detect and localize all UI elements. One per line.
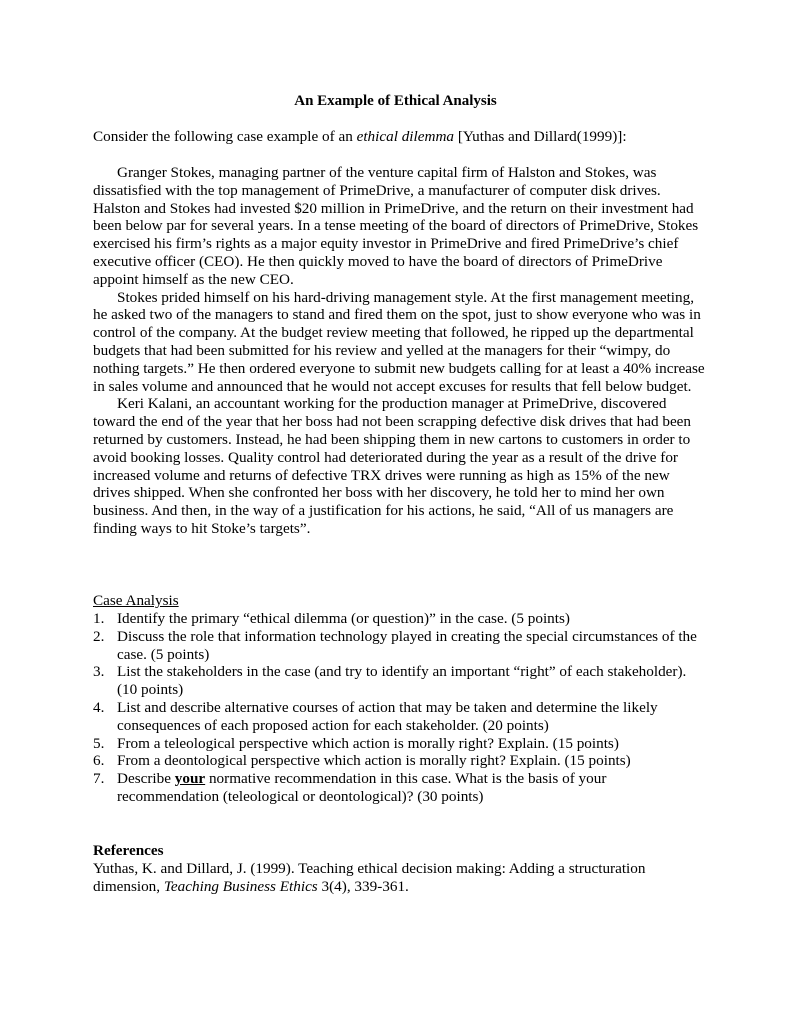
reference-journal: Teaching Business Ethics xyxy=(163,877,318,895)
item-text-end: normative recommendation in this case. What is the basis of your recommendation (teleological or deontological)? (30 points) xyxy=(117,770,607,805)
case-paragraph: Stokes prided himself on his hard-driving management style. At the first management meeting, he asked two of the managers to stand and fired them on the spot, just to show everyone who was in control of the company. At the budget review meeting that followed, he ripped up the departmental budgets that had been submitted for his review and yelled at the managers for their “wimpy, do nothing targets.” He then ordered everyone to submit new budgets calling for at least a 40% increase in sales volume and announced that he would not accept excuses for results that fell below budget. xyxy=(93,288,705,395)
reference-text-start: Yuthas, K. and Dillard, J. (1999). Teaching ethical decision making: Adding a structuration dimension, xyxy=(93,860,646,895)
list-item xyxy=(93,663,705,699)
item-text: List the stakeholders in the case (and try to identify an important “right” of each stakeholder). (10 points) xyxy=(117,663,687,699)
intro-text-end: [Yuthas and Dillard(1999)]: xyxy=(454,128,627,145)
references-heading: References xyxy=(93,842,164,859)
item-text-start: Describe xyxy=(117,770,175,788)
reference-text-end: 3(4), 339-361. xyxy=(317,877,409,895)
list-item xyxy=(93,735,705,753)
case-example xyxy=(93,164,705,538)
case-analysis-list xyxy=(93,610,705,806)
reference-entry xyxy=(93,860,705,896)
intro-text-start: Consider the following case example of an xyxy=(93,128,357,145)
case-paragraph: Keri Kalani, an accountant working for the production manager at PrimeDrive, discovered toward the end of the year that her boss had not been scrapping defective disk drives that had been returned by customers. Instead, he had been shipping them in new cartons to customers in order to avoid booking losses. Quality control had deteriorated during the year as a result of the drive for increased volume and returns of defective TRX drives were running as high as 15% of the new drives shipped. When she confronted her boss with her discovery, he told her to mind her own business. And then, in the way of a justification for his actions, he said, “All of us managers are finding ways to hit Stoke’s targets”. xyxy=(93,395,692,537)
item-number: 4. xyxy=(93,698,105,716)
item-text: From a teleological perspective which action is morally right? Explain. (15 points) xyxy=(117,734,619,752)
item-number: 3. xyxy=(93,663,105,681)
case-analysis-heading: Case Analysis xyxy=(93,592,179,609)
intro-emphasis: ethical dilemma xyxy=(356,128,455,145)
list-item xyxy=(93,628,705,664)
item-text: Discuss the role that information technology played in creating the special circumstances of the case. (5 points) xyxy=(117,627,697,663)
item-number: 2. xyxy=(93,627,105,645)
item-number: 6. xyxy=(93,752,105,770)
intro-sentence xyxy=(93,128,713,146)
case-paragraph: Granger Stokes, managing partner of the venture capital firm of Halston and Stokes, was dissatisfied with the top management of PrimeDrive, a manufacturer of computer disk drives. Halston and Stokes had invested $20 million in PrimeDrive, and the return on their investment had been below par for several years. In a tense meeting of the board of directors of PrimeDrive, Stokes exercised his firm’s rights as a major equity investor in PrimeDrive and fired PrimeDrive’s chief executive officer (CEO). He then quickly moved to have the board of directors of PrimeDrive appoint himself as the new CEO. xyxy=(93,164,699,288)
list-item xyxy=(93,610,705,628)
item-emphasis: your xyxy=(174,770,206,788)
item-text: From a deontological perspective which action is morally right? Explain. (15 points) xyxy=(117,752,631,770)
item-number: 5. xyxy=(93,734,105,752)
item-number: 7. xyxy=(93,770,105,788)
list-item xyxy=(93,699,705,735)
item-text: List and describe alternative courses of action that may be taken and determine the likely consequences of each proposed action for each stakeholder. (20 points) xyxy=(117,698,658,734)
item-number: 1. xyxy=(93,610,105,627)
list-item xyxy=(93,770,705,806)
list-item xyxy=(93,752,705,770)
item-text: Identify the primary “ethical dilemma (or question)” in the case. (5 points) xyxy=(117,610,570,627)
document-title: An Example of Ethical Analysis xyxy=(294,93,497,109)
